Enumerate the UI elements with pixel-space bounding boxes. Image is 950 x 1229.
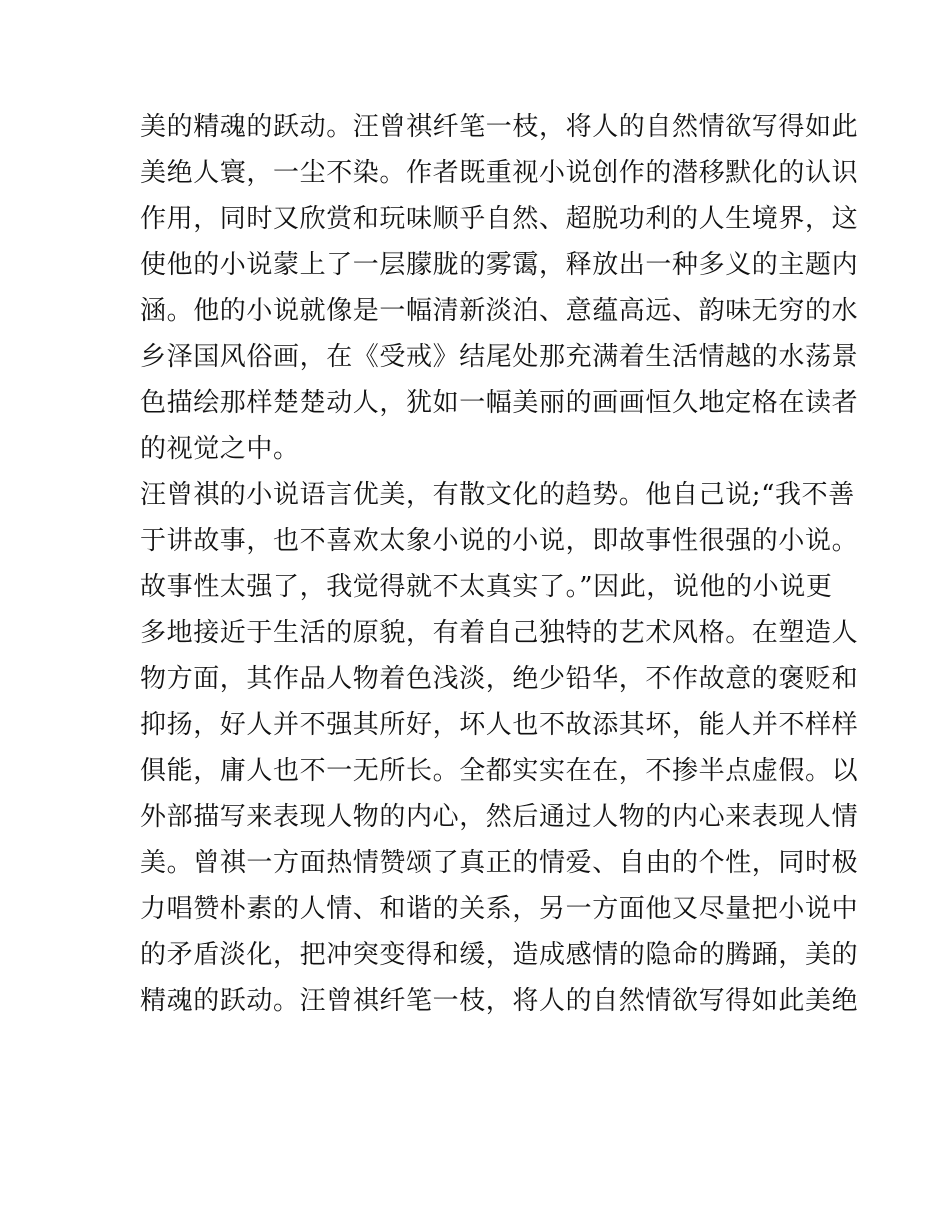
body-text — [140, 104, 859, 1024]
text-line: 汪曾祺的小说语言优美，有散文化的趋势。他自己说;“我不善 — [140, 480, 855, 510]
text-line: 乡泽国风俗画，在《受戒》结尾处那充满着生活情越的水荡景 — [140, 342, 859, 372]
text-line: 色描绘那样楚楚动人，犹如一幅美丽的画画恒久地定格在读者 — [140, 388, 859, 418]
text-line: 的视觉之中。 — [140, 434, 300, 464]
text-line: 美。曾祺一方面热情赞颂了真正的情爱、自由的个性，同时极 — [140, 848, 859, 878]
text-line: 力唱赞朴素的人情、和谐的关系，另一方面他又尽量把小说中 — [140, 894, 859, 924]
text-line: 抑扬，好人并不强其所好，坏人也不故添其坏，能人并不样样 — [140, 710, 859, 740]
text-line: 美的精魂的跃动。汪曾祺纤笔一枝，将人的自然情欲写得如此 — [140, 112, 859, 142]
text-line: 外部描写来表现人物的内心，然后通过人物的内心来表现人情 — [140, 802, 859, 832]
text-line: 使他的小说蒙上了一层朦胧的雾霭，释放出一种多义的主题内 — [140, 250, 859, 280]
text-line: 精魂的跃动。汪曾祺纤笔一枝，将人的自然情欲写得如此美绝 — [140, 986, 859, 1016]
text-line: 涵。他的小说就像是一幅清新淡泊、意蕴高远、韵味无穷的水 — [140, 296, 859, 326]
text-line: 故事性太强了，我觉得就不太真实了。”因此，说他的小说更 — [140, 572, 833, 602]
text-line: 美绝人寰，一尘不染。作者既重视小说创作的潜移默化的认识 — [140, 158, 859, 188]
text-line: 俱能，庸人也不一无所长。全都实实在在，不掺半点虚假。以 — [140, 756, 859, 786]
text-line: 多地接近于生活的原貌，有着自己独特的艺术风格。在塑造人 — [140, 618, 859, 648]
text-line: 于讲故事，也不喜欢太象小说的小说，即故事性很强的小说。 — [140, 526, 859, 556]
text-line: 的矛盾淡化，把冲突变得和缓，造成感情的隐命的腾踊，美的 — [140, 940, 859, 970]
text-line: 物方面，其作品人物着色浅淡，绝少铅华，不作故意的褒贬和 — [140, 664, 859, 694]
text-line: 作用，同时又欣赏和玩味顺乎自然、超脱功利的人生境界，这 — [140, 204, 859, 234]
